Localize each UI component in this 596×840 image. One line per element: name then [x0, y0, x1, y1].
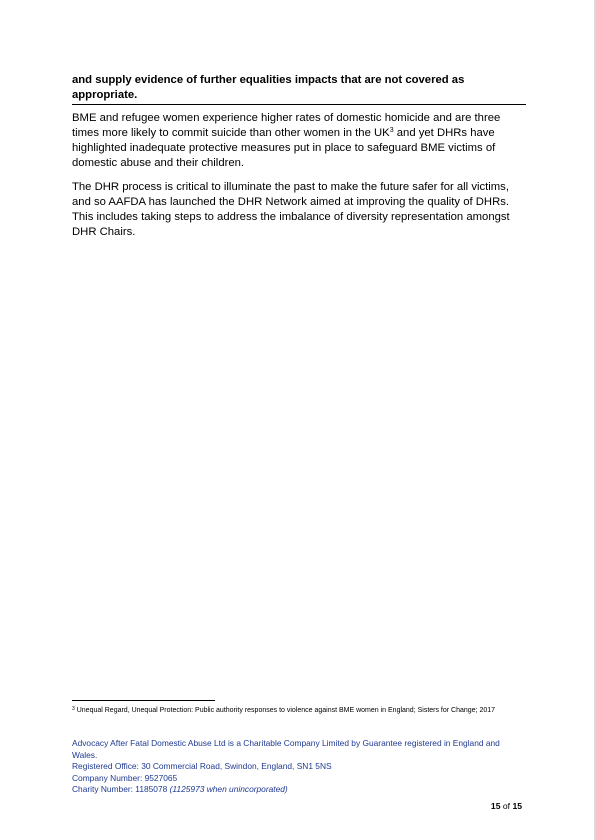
page-number [491, 801, 522, 811]
paragraph-bme-women [72, 111, 526, 171]
section-heading: and supply evidence of further equalities impacts that are not covered as appropriate. [72, 73, 526, 105]
paragraph-text: and yet DHRs have highlighted inadequate protective measures put in place to safeguard BME victims of domestic abuse and their children. [72, 127, 496, 169]
footnote-divider [72, 700, 215, 701]
charity-number-value: Charity Number: 1185078 [72, 784, 170, 795]
footnote [72, 706, 512, 715]
page-current: 15 [490, 801, 501, 811]
charity-number-note: (1125973 when unincorporated) [169, 784, 288, 795]
charity-number [72, 784, 526, 796]
paragraph-text: BME and refugee women experience higher rates of domestic homicide and are three times more likely to commit suicide than other women in the UK [72, 112, 501, 139]
charity-footer [72, 738, 526, 796]
footnote-text: Unequal Regard, Unequal Protection: Public authority responses to violence against BME women in England; Sisters for Change; 2017 [74, 707, 496, 714]
footnote-marker: 3 [72, 706, 75, 712]
registered-office: Registered Office: 30 Commercial Road, Swindon, England, SN1 5NS [72, 761, 332, 772]
page-of-label: of [500, 801, 513, 811]
charity-statement: Advocacy After Fatal Domestic Abuse Ltd is a Charitable Company Limited by Guarantee registered in England and Wales. [72, 738, 500, 760]
page-total: 15 [512, 801, 522, 811]
footnote-reference[interactable]: 3 [389, 127, 394, 134]
company-number: Company Number: 9527065 [72, 772, 178, 783]
paragraph-dhr-process: The DHR process is critical to illuminate the past to make the future safer for all victims, and so AAFDA has launched the DHR Network aimed at improving the quality of DHRs. This includes taking steps to address the imbalance of diversity representation amongst DHR Chairs. [72, 181, 510, 238]
